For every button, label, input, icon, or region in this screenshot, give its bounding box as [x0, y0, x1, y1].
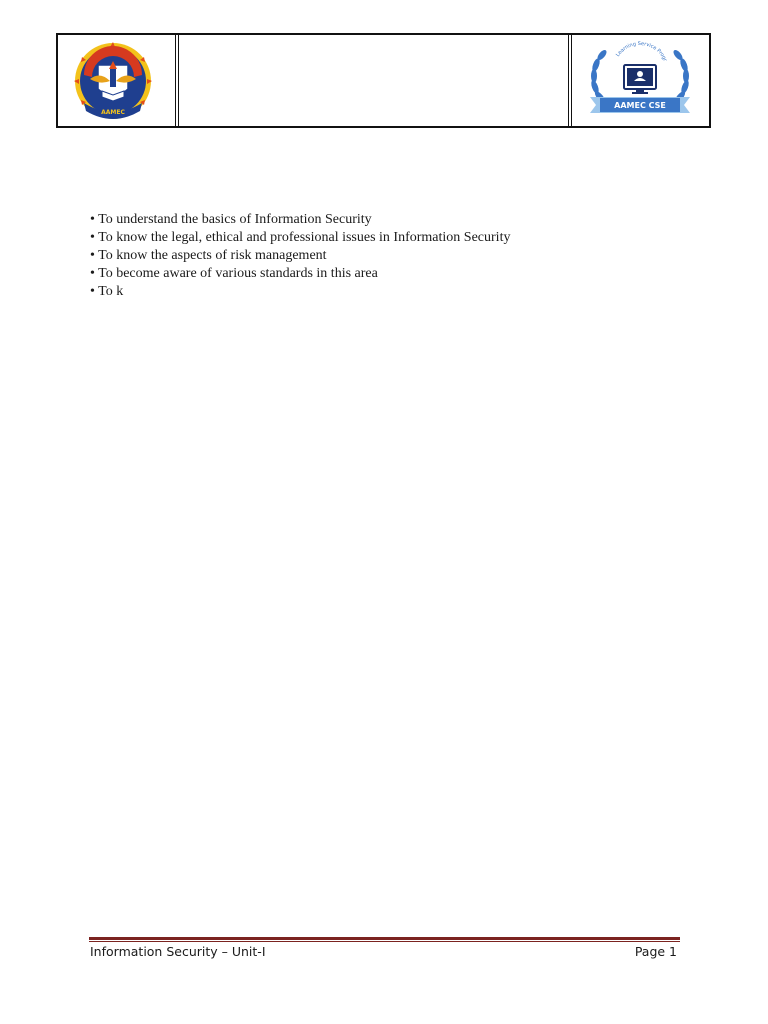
objective-item: • To k — [90, 284, 124, 299]
footer-divider-thin — [89, 941, 680, 942]
svg-text:AAMEC CSE: AAMEC CSE — [614, 101, 666, 110]
header-left-cell — [58, 35, 176, 126]
svg-text:AAMEC: AAMEC — [101, 109, 125, 116]
objective-item: • To know the aspects of risk management — [90, 248, 327, 263]
page-header-table — [56, 33, 711, 128]
objectives-list — [90, 211, 510, 301]
department-badge-logo — [580, 39, 700, 125]
laurel-left-icon — [590, 48, 608, 104]
footer-divider — [89, 937, 680, 940]
footer-title: Information Security – Unit-I — [90, 944, 266, 959]
objective-item: • To know the legal, ethical and professional issues in Information Security — [90, 230, 511, 245]
page-number: Page 1 — [634, 944, 677, 959]
header-title-cell — [178, 35, 569, 126]
svg-text:Learning Service Progress: Learning Service Progr — [615, 40, 668, 63]
objective-item: • To become aware of various standards in this area — [90, 266, 378, 281]
laurel-right-icon — [672, 48, 690, 104]
objective-item: • To understand the basics of Information Security — [90, 212, 372, 227]
header-right-cell — [571, 35, 709, 126]
college-crest-logo — [70, 41, 156, 123]
